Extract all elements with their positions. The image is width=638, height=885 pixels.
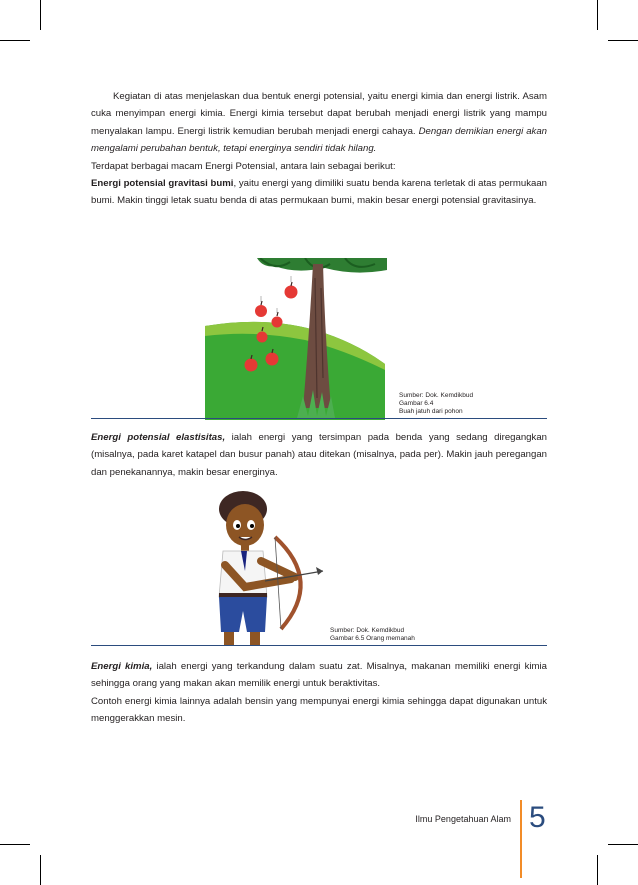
crop-mark (0, 40, 30, 41)
crop-mark (40, 0, 41, 30)
figure1-number: Gambar 6.4 (399, 400, 434, 407)
crop-mark (608, 40, 638, 41)
paragraph-text: , yaitu energi yang dimiliki suatu benda karena terletak di atas permukaan bumi. Makin tinggi letak suatu benda di atas permukaan bumi, makin besar energi potensial gravitasinya. (91, 178, 548, 207)
paragraph-elastic (91, 429, 547, 481)
term-elastic: Energi potensial elastisitas, (91, 432, 226, 443)
crop-mark (597, 855, 598, 885)
crop-mark (0, 844, 30, 845)
archer-boy-illustration (205, 489, 330, 647)
figure1-rule (91, 418, 547, 419)
paragraph-intro-text: Terdapat berbagai macam Energi Potensial, antara lain sebagai berikut: (91, 161, 396, 172)
figure1-caption: Buah jatuh dari pohon (399, 408, 463, 415)
paragraph-energy-forms (91, 88, 547, 158)
crop-mark (40, 855, 41, 885)
paragraph-italic-text: Dengan demikian energi akan mengalami perubahan bentuk, tetapi energinya sendiri tidak hilang. (91, 125, 547, 155)
apple-tree-illustration (205, 258, 387, 420)
paragraph-gravitational-intro (91, 158, 547, 175)
figure1-credit (399, 392, 473, 416)
paragraph-text: Kegiatan di atas menjelaskan dua bentuk energi potensial, yaitu energi kimia dan energi listrik. Asam cuka menyimpan energi kimia. Energi kimia tersebut dapat berubah menjadi energi listrik yang mampu menyalakan lampu. Energi listrik kemudian berubah menjadi energi cahaya. (91, 91, 547, 137)
figure2-rule (91, 645, 547, 646)
figure2-credit (330, 627, 415, 643)
footer-divider (520, 800, 522, 878)
footer-book-title: Ilmu Pengetahuan Alam (415, 814, 511, 824)
paragraph-chemical (91, 658, 547, 728)
crop-mark (608, 844, 638, 845)
paragraph-text-2: Contoh energi kimia lainnya adalah bensin yang mempunyai energi kimia sehingga dapat digunakan untuk menggerakkan mesin. (91, 695, 547, 725)
paragraph-gravitational (91, 175, 547, 210)
figure1-source: Sumber: Dok. Kemdikbud (399, 392, 474, 399)
paragraph-text: ialah energi yang terkandung dalam suatu zat. Misalnya, makanan memiliki energi kimia sehingga orang yang makan akan memilik energi untuk beraktivitas. (91, 661, 548, 690)
paragraph-text: ialah energi yang tersimpan pada benda yang sedang diregangkan (misalnya, pada karet katapel dan busur panah) atau ditekan (misalnya, pada per). Makin jauh peregangan dan penekanannya, makin besar energinya. (91, 432, 547, 478)
term-gravitational: Energi potensial gravitasi bumi (91, 178, 234, 189)
term-chemical: Energi kimia, (91, 661, 153, 672)
page-number: 5 (529, 801, 546, 834)
figure2-caption: Gambar 6.5 Orang memanah (330, 635, 415, 642)
figure2-source: Sumber: Dok. Kemdikbud (330, 627, 405, 634)
crop-mark (597, 0, 598, 30)
